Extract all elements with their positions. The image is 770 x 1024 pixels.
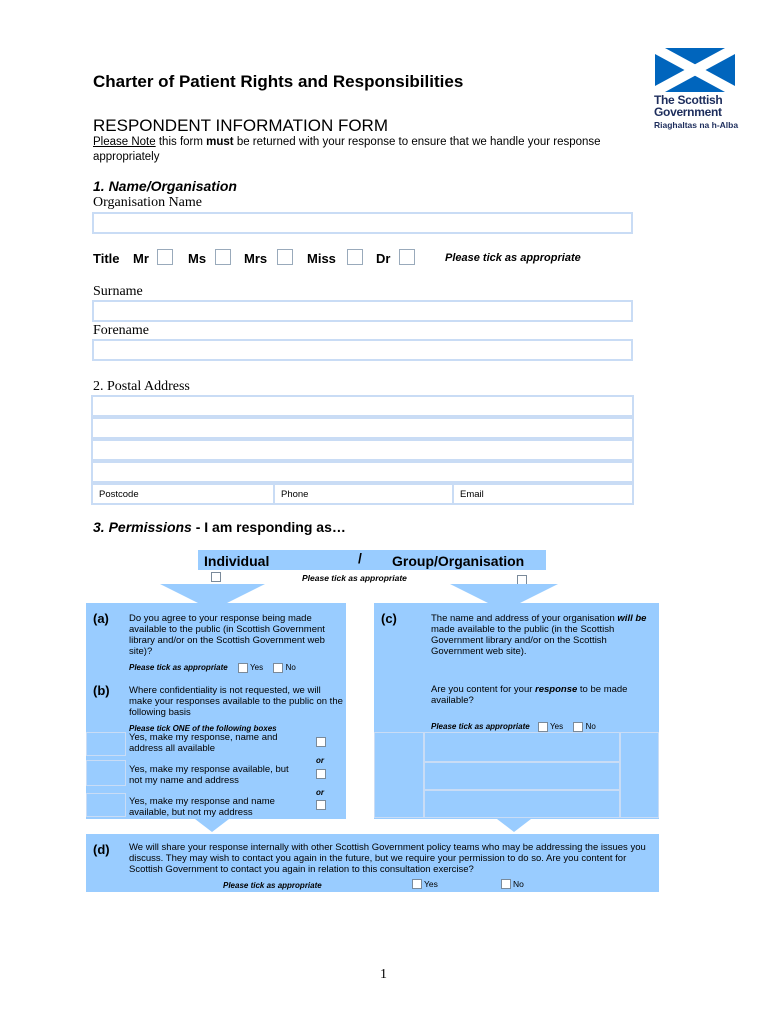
title-ms-label: Ms	[188, 251, 207, 266]
statement-c	[431, 613, 651, 657]
address-line-3[interactable]	[91, 439, 634, 461]
c-tick-row	[431, 721, 651, 732]
b-row3-spacer	[86, 793, 126, 817]
phone-field[interactable]	[275, 485, 454, 503]
address-line-2[interactable]	[91, 417, 634, 439]
individual-checkbox[interactable]	[211, 572, 221, 582]
contact-permission-panel	[86, 834, 659, 892]
form-note	[93, 135, 623, 165]
a-tick-hint: Please tick as appropriate	[129, 663, 228, 672]
address-line-4[interactable]	[91, 461, 634, 483]
c-q-pre: Are you content for your	[431, 684, 536, 695]
a-yes-label: Yes	[250, 663, 264, 672]
title-miss-checkbox[interactable]	[347, 249, 363, 265]
logo-line2: Government	[654, 105, 722, 119]
section3-heading-italic: 3. Permissions	[93, 519, 192, 535]
c-no-checkbox[interactable]	[573, 722, 583, 732]
address-line-1[interactable]	[91, 395, 634, 417]
b-row1-spacer	[86, 732, 126, 756]
postcode-field[interactable]	[93, 485, 275, 503]
c-no-label: No	[585, 722, 596, 731]
d-no-label: No	[513, 879, 524, 889]
b-option3: Yes, make my response and name available, but not my address	[129, 796, 275, 818]
a-no-checkbox[interactable]	[273, 663, 283, 673]
email-label: Email	[460, 489, 484, 500]
logo-gaelic: Riaghaltas na h-Alba	[654, 120, 739, 130]
title-mr-checkbox[interactable]	[157, 249, 173, 265]
title-mrs-label: Mrs	[244, 251, 268, 266]
question-c	[431, 684, 651, 706]
title-row	[93, 249, 633, 269]
c-yes-checkbox[interactable]	[538, 722, 548, 732]
respondent-type-bar	[198, 550, 546, 570]
arrow-spacer-left	[176, 571, 210, 585]
section2-heading: 2. Postal Address	[93, 379, 190, 394]
form-title: RESPONDENT INFORMATION FORM	[93, 116, 388, 135]
c-text-post: made available to the public (in the Scottish Government library and/or on the Scottish Government web site).	[431, 624, 615, 657]
or-2: or	[316, 788, 324, 797]
forename-field[interactable]	[92, 339, 633, 361]
b-row2-spacer	[86, 760, 126, 786]
page-number: 1	[380, 967, 387, 982]
logo-line1: The Scottish	[654, 93, 723, 107]
org-name-field[interactable]	[92, 212, 633, 234]
d-tick-hint: Please tick as appropriate	[223, 881, 322, 890]
a-tick-row	[129, 662, 339, 673]
section3-heading	[93, 519, 346, 535]
b-option2-checkbox[interactable]	[316, 769, 326, 779]
c-q-bold: response	[535, 684, 578, 695]
saltire-icon	[655, 48, 735, 92]
c-q-post: to be made available?	[431, 684, 628, 706]
b-tick-hint: Please tick ONE of the following boxes	[129, 724, 277, 733]
title-ms-checkbox[interactable]	[215, 249, 231, 265]
respondent-tick-hint: Please tick as appropriate	[302, 573, 407, 583]
slash-label: /	[358, 550, 362, 566]
group-panel	[374, 603, 659, 819]
label-c: (c)	[381, 611, 397, 626]
c-tick-hint: Please tick as appropriate	[431, 722, 530, 731]
logo-wordmark	[654, 94, 722, 118]
c-yes-label: Yes	[550, 722, 564, 731]
b-option1: Yes, make my response, name and address all available	[129, 732, 278, 754]
a-no-label: No	[285, 663, 296, 672]
phone-label: Phone	[281, 489, 309, 500]
postcode-label: Postcode	[99, 489, 139, 500]
title-miss-label: Miss	[307, 251, 336, 266]
surname-field[interactable]	[92, 300, 633, 322]
label-b: (b)	[93, 683, 110, 698]
title-label: Title	[93, 251, 120, 266]
title-tick-hint: Please tick as appropriate	[445, 252, 581, 264]
document-title: Charter of Patient Rights and Responsibilities	[93, 72, 464, 91]
title-mrs-checkbox[interactable]	[277, 249, 293, 265]
title-mr-label: Mr	[133, 251, 149, 266]
note-prefix: Please Note	[93, 136, 156, 148]
b-option3-checkbox[interactable]	[316, 800, 326, 810]
address-contact-row	[91, 483, 634, 505]
note-bold: must	[206, 136, 234, 148]
question-d: We will share your response internally with other Scottish Government policy teams who may be addressing the issues you discuss. They may wish to contact you again in the future, but we require your permission to do so. Are you content for Scottish Government to contact you again in relation to this consultation exercise?	[129, 842, 646, 875]
question-a: Do you agree to your response being made available to the public (in Scottish Government library and/or on the Scottish Government web site)?	[129, 613, 325, 657]
c-grid-right	[620, 732, 659, 818]
or-1: or	[316, 756, 324, 765]
postal-address-block	[91, 395, 634, 505]
b-option2: Yes, make my response available, but not my name and address	[129, 764, 289, 786]
section1-heading: 1. Name/Organisation	[93, 178, 237, 194]
section3-heading-rest: - I am responding as…	[191, 519, 346, 535]
c-grid-left	[374, 732, 424, 818]
a-yes-checkbox[interactable]	[238, 663, 248, 673]
c-grid-mid2	[424, 762, 620, 790]
label-a: (a)	[93, 611, 109, 626]
scottish-government-logo	[650, 44, 742, 136]
c-text-bold: will be	[617, 613, 647, 624]
individual-label: Individual	[204, 553, 270, 569]
email-field[interactable]	[454, 485, 632, 503]
label-d: (d)	[93, 842, 110, 857]
d-no-checkbox[interactable]	[501, 879, 511, 889]
c-grid-mid3	[424, 790, 620, 818]
note-mid: this form	[155, 136, 207, 148]
b-option1-checkbox[interactable]	[316, 737, 326, 747]
c-grid-mid1	[424, 732, 620, 762]
title-dr-label: Dr	[376, 251, 391, 266]
individual-panel	[86, 603, 346, 819]
d-yes-label: Yes	[424, 879, 438, 889]
forename-label: Forename	[93, 323, 149, 338]
panel-arrows	[195, 819, 535, 833]
d-yes-checkbox[interactable]	[412, 879, 422, 889]
c-text-pre: The name and address of your organisation	[431, 613, 618, 624]
title-dr-checkbox[interactable]	[399, 249, 415, 265]
surname-label: Surname	[93, 284, 143, 299]
question-b: Where confidentiality is not requested, we will make your responses available to the public on the following basis	[129, 685, 343, 718]
note-rest: be returned with your response to ensure that we handle your response appropriately	[93, 136, 601, 163]
group-label: Group/Organisation	[392, 553, 525, 569]
org-name-label: Organisation Name	[93, 195, 202, 210]
